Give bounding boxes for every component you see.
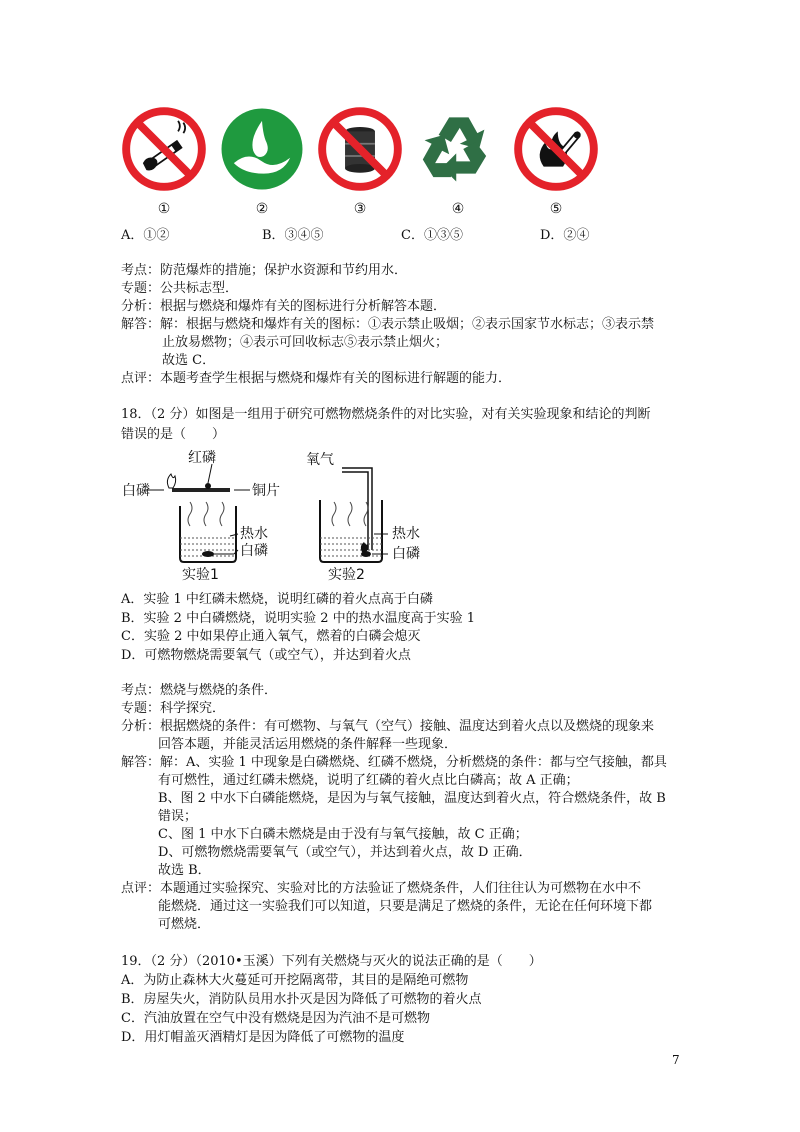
experiment-1 — [122, 449, 280, 583]
no-smoking-icon — [120, 105, 208, 193]
q18-option-b: B．实验 2 中白磷燃烧，说明实验 2 中的热水温度高于实验 1 — [121, 611, 476, 626]
q18-stem-cont: 错误的是（ ） — [121, 427, 226, 442]
q17-option-c: C．①③⑤ — [401, 228, 463, 243]
exp1-hot-water-label: 热水 — [240, 526, 268, 542]
q19-option-d: D．用灯帽盖灭酒精灯是因为降低了可燃物的温度 — [121, 1030, 405, 1045]
no-fire-icon — [512, 105, 600, 193]
q18-dianping-cont-2: 可燃烧． — [158, 917, 211, 932]
q18-dianping: 点评：本题通过实验探究、实验对比的方法验证了燃烧条件，人们往往认为可燃物在水中不 — [121, 881, 642, 896]
q17-fenxi: 分析：根据与燃烧和爆炸有关的图标进行分析解答本题． — [121, 299, 447, 314]
exp2-white-phosphorus-label: 白磷 — [392, 546, 420, 562]
q18-jieda: 解答：解：A、实验 1 中现象是白磷燃烧、红磷不燃烧，分析燃烧的条件：都与空气接触，都具 — [121, 755, 667, 770]
q18-jieda-d: D、可燃物燃烧需要氧气（或空气），并达到着火点，故 D 正确． — [158, 845, 532, 860]
sign-label-5: ⑤ — [549, 201, 563, 217]
q17-dianping: 点评：本题考查学生根据与燃烧和爆炸有关的图标进行解题的能力． — [121, 371, 512, 386]
q18-stem: 18．（2 分）如图是一组用于研究可燃物燃烧条件的对比实验，对有关实验现象和结论的判断 — [121, 407, 651, 422]
q17-option-d: D．②④ — [540, 228, 590, 243]
exp1-white-phosphorus-bottom-label: 白磷 — [240, 543, 268, 559]
q19-option-b: B．房屋失火，消防队员用水扑灭是因为降低了可燃物的着火点 — [121, 992, 482, 1007]
exp2-caption: 实验2 — [328, 567, 365, 583]
sign-label-4: ④ — [451, 201, 465, 217]
q18-option-d: D．可燃物燃烧需要氧气（或空气），并达到着火点 — [121, 648, 411, 663]
q18-fenxi: 分析：根据燃烧的条件：有可燃物、与氧气（空气）接触、温度达到着火点以及燃烧的现象来 — [121, 719, 655, 734]
sign-label-1: ① — [157, 201, 171, 217]
q19-option-c: C．汽油放置在空气中没有燃烧是因为汽油不是可燃物 — [121, 1011, 430, 1026]
q18-jieda-c: C、图 1 中水下白磷未燃烧是由于没有与氧气接触，故 C 正确； — [158, 827, 528, 842]
q18-answer: 故选 B． — [158, 863, 211, 878]
q18-jieda-b: B、图 2 中水下白磷能燃烧，是因为与氧气接触，温度达到着火点，符合燃烧条件，故 B — [158, 791, 666, 806]
q17-zhuanti: 专题：公共标志型． — [121, 281, 239, 296]
sign-label-3: ③ — [353, 201, 367, 217]
q18-jieda-a-cont: 有可燃性，通过红磷未燃烧，说明了红磷的着火点比白磷高；故 A 正确； — [158, 773, 579, 788]
q18-zhuanti: 专题：科学探究． — [121, 701, 226, 716]
page-number: 7 — [672, 1053, 680, 1067]
exp2-oxygen-label: 氧气 — [306, 452, 334, 468]
sign-row — [120, 105, 620, 217]
recycle-icon — [414, 105, 502, 193]
q18-option-a: A．实验 1 中红磷未燃烧，说明红磷的着火点高于白磷 — [121, 592, 433, 607]
q17-answer: 故选 C． — [162, 353, 216, 368]
q17-option-b: B．③④⑤ — [262, 228, 324, 243]
q17-option-a: A．①② — [121, 228, 170, 243]
q17-jieda-cont: 止放易燃物；④表示可回收标志⑤表示禁止烟火； — [162, 335, 449, 350]
q17-kaodian: 考点：防范爆炸的措施；保护水资源和节约用水． — [121, 263, 408, 278]
exp1-copper-sheet-label: 铜片 — [252, 483, 280, 499]
q18-dianping-cont-1: 能燃烧．通过这一实验我们可以知道，只要是满足了燃烧的条件，无论在任何环境下都 — [158, 899, 653, 914]
q19-option-a: A．为防止森林大火蔓延可开挖隔离带，其目的是隔绝可燃物 — [121, 973, 469, 988]
q18-jieda-b-cont: 错误； — [158, 809, 198, 824]
q18-experiment-diagram — [122, 448, 452, 584]
no-flammables-icon — [316, 105, 404, 193]
q17-jieda: 解答：解：根据与燃烧和爆炸有关的图标：①表示禁止吸烟；②表示国家节水标志；③表示禁 — [121, 317, 655, 332]
q18-option-c: C．实验 2 中如果停止通入氧气，燃着的白磷会熄灭 — [121, 629, 421, 644]
q19-stem: 19．（2 分）（2010•玉溪）下列有关燃烧与灭火的说法正确的是（ ） — [121, 954, 542, 969]
exp2-hot-water-label: 热水 — [392, 526, 420, 542]
water-saving-icon — [218, 105, 306, 193]
q18-fenxi-cont: 回答本题，并能灵活运用燃烧的条件解释一些现象． — [158, 737, 458, 752]
exp1-red-phosphorus-label: 红磷 — [188, 450, 216, 466]
experiment-2 — [306, 452, 420, 583]
sign-label-2: ② — [255, 201, 269, 217]
exp1-white-phosphorus-top-label: 白磷 — [122, 483, 150, 499]
exp1-caption: 实验1 — [182, 567, 219, 583]
q18-kaodian: 考点：燃烧与燃烧的条件． — [121, 683, 278, 698]
